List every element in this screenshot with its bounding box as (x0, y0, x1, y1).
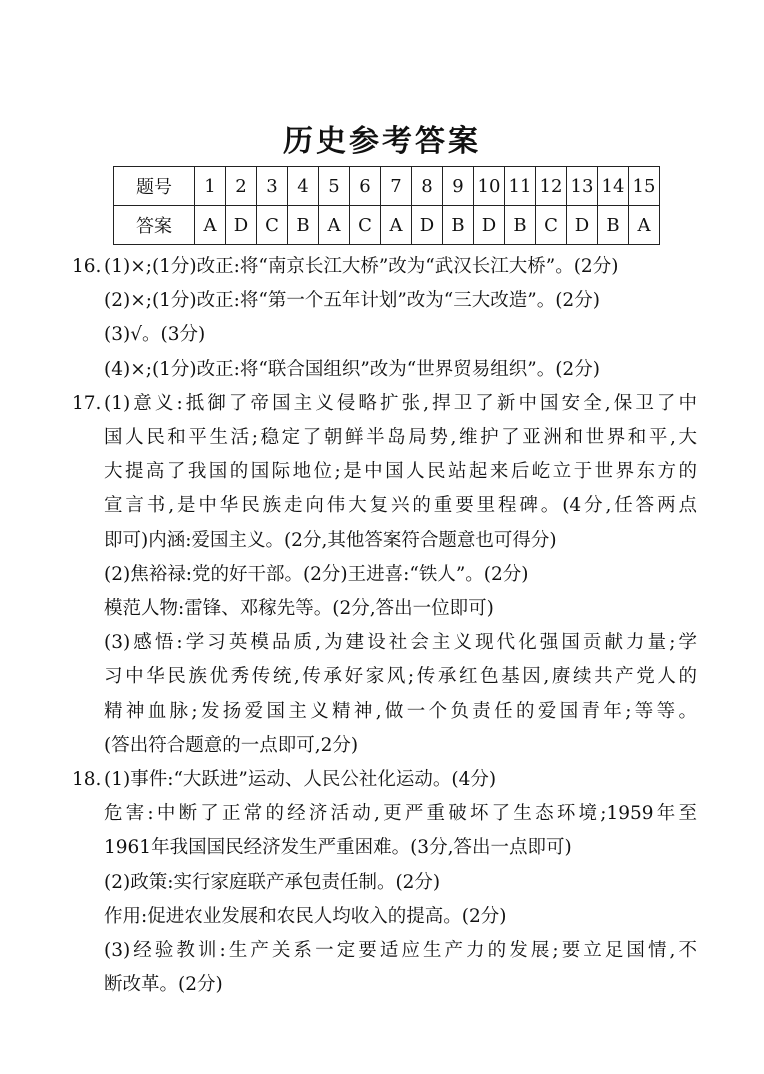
answer-line: 1961年我国国民经济发生严重困难。(3分,答出一点即可) (104, 837, 572, 859)
question-number-cell: 11 (505, 167, 536, 206)
question-number: 17. (72, 392, 102, 414)
answer-line: (3)经验教训:生产关系一定要适应生产力的发展;要立足国情,不 (104, 940, 697, 962)
answer-cell: B (288, 206, 319, 245)
question-number-cell: 1 (195, 167, 226, 206)
answer-line: (答出符合题意的一点即可,2分) (104, 734, 359, 756)
question-number-cell: 15 (629, 167, 660, 206)
question-number-cell: 2 (226, 167, 257, 206)
answer-line: 危害:中断了正常的经济活动,更严重破坏了生态环境;1959年至 (104, 803, 697, 825)
question-number-cell: 10 (474, 167, 505, 206)
answer-line: (3)感悟:学习英模品质,为建设社会主义现代化强国贡献力量;学 (104, 632, 697, 654)
answer-cell: D (567, 206, 598, 245)
question-number-cell: 4 (288, 167, 319, 206)
answer-line: 即可)内涵:爱国主义。(2分,其他答案符合题意也可得分) (104, 529, 557, 551)
question-18 (72, 763, 697, 1002)
answer-line: 模范人物:雷锋、邓稼先等。(2分,答出一位即可) (104, 598, 494, 620)
answer-cell: C (350, 206, 381, 245)
answer-cell: A (629, 206, 660, 245)
question-number-cell: 5 (319, 167, 350, 206)
question-number-cell: 9 (443, 167, 474, 206)
answer-cell: A (319, 206, 350, 245)
answer-line: (1)意义:抵御了帝国主义侵略扩张,捍卫了新中国安全,保卫了中 (104, 392, 697, 414)
answer-cell: B (443, 206, 474, 245)
answer-cell: D (412, 206, 443, 245)
answer-cell: D (226, 206, 257, 245)
answer-line: 作用:促进农业发展和农民人均收入的提高。(2分) (104, 905, 507, 927)
question-number-cell: 3 (257, 167, 288, 206)
answer-cell: C (536, 206, 567, 245)
answer-row (114, 206, 660, 245)
answer-cell: B (505, 206, 536, 245)
page-title: 历史参考答案 (283, 124, 481, 159)
answer-line: 精神血脉;发扬爱国主义精神,做一个负责任的爱国青年;等等。 (104, 700, 697, 722)
answer-line: (2)政策:实行家庭联产承包责任制。(2分) (104, 871, 441, 893)
question-number-cell: 8 (412, 167, 443, 206)
answer-table (113, 166, 660, 245)
answer-cell: A (381, 206, 412, 245)
answer-line: 习中华民族优秀传统,传承好家风;传承红色基因,赓续共产党人的 (104, 666, 697, 688)
question-number-cell: 12 (536, 167, 567, 206)
question-number-cell: 14 (598, 167, 629, 206)
row-label: 题号 (114, 167, 195, 206)
answer-cell: D (474, 206, 505, 245)
answer-cell: C (257, 206, 288, 245)
answer-line: (1)事件:“大跃进”运动、人民公社化运动。(4分) (104, 769, 497, 791)
answer-line: (2)×;(1分)改正:将“第一个五年计划”改为“三大改造”。(2分) (104, 290, 600, 312)
question-number: 16. (72, 256, 102, 277)
answer-line: 大提高了我国的国际地位;是中国人民站起来后屹立于世界东方的 (104, 461, 697, 483)
answer-cell: B (598, 206, 629, 245)
answer-line: (4)×;(1分)改正:将“联合国组织”改为“世界贸易组织”。(2分) (104, 358, 600, 380)
answer-cell: A (195, 206, 226, 245)
answer-line: (1)×;(1分)改正:将“南京长江大桥”改为“武汉长江大桥”。(2分) (104, 256, 619, 277)
answer-explanations (72, 250, 697, 1002)
question-number-row (114, 167, 660, 206)
answer-line: 断改革。(2分) (104, 974, 223, 996)
answer-line: 宣言书,是中华民族走向伟大复兴的重要里程碑。(4分,任答两点 (104, 495, 697, 517)
answer-line: (3)√。(3分) (104, 324, 206, 346)
question-number: 18. (72, 769, 102, 791)
answer-line: (2)焦裕禄:党的好干部。(2分)王进喜:“铁人”。(2分) (104, 563, 529, 585)
question-number-cell: 7 (381, 167, 412, 206)
row-label: 答案 (114, 206, 195, 245)
question-17 (72, 387, 697, 763)
answer-line: 国人民和平生活;稳定了朝鲜半岛局势,维护了亚洲和世界和平,大 (104, 427, 697, 449)
question-number-cell: 6 (350, 167, 381, 206)
question-number-cell: 13 (567, 167, 598, 206)
question-16 (72, 250, 697, 387)
